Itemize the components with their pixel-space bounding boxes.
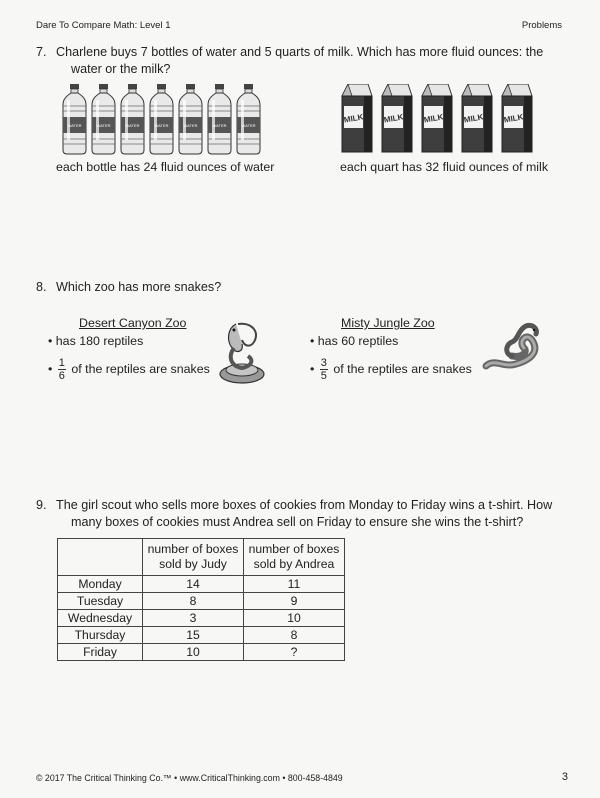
- page-number: 3: [561, 771, 568, 783]
- water-bottle-1: [63, 84, 86, 154]
- day-cell: Friday: [58, 644, 143, 661]
- svg-text:WATER: WATER: [125, 123, 140, 128]
- table-header-cell: number of boxes sold by Andrea: [244, 539, 345, 576]
- svg-text:MILK: MILK: [423, 112, 445, 125]
- svg-text:MILK: MILK: [503, 112, 525, 125]
- zoo1-fact2: • $\frac{1}{6}$ of the reptiles are snakes: [48, 357, 210, 382]
- day-cell: Tuesday: [58, 593, 143, 610]
- q7-text-line1: Charlene buys 7 bottles of water and 5 quarts of milk. Which has more fluid ounces: the: [56, 45, 544, 59]
- zoo2-fact1: • has 60 reptiles: [310, 334, 399, 348]
- judy-cell: 10: [143, 644, 244, 661]
- table-header-row: [58, 539, 345, 576]
- judy-cell: 8: [143, 593, 244, 610]
- water-bottles-illustration: [60, 84, 270, 156]
- q9-text-line1: The girl scout who sells more boxes of cookies from Monday to Friday wins a t-shirt. How: [56, 498, 553, 512]
- zoo1-title: Desert Canyon Zoo: [79, 316, 187, 330]
- svg-text:WATER: WATER: [241, 123, 256, 128]
- svg-text:WATER: WATER: [212, 123, 227, 128]
- q7-number: 7.: [36, 45, 47, 59]
- q9-text-line2: many boxes of cookies must Andrea sell on Friday to ensure she wins the t-shirt?: [71, 515, 524, 529]
- footer-copyright: © 2017 The Critical Thinking Co.™ • www.CriticalThinking.com • 800-458-4849: [36, 773, 343, 783]
- table-row: [58, 576, 345, 593]
- table-row: [58, 593, 345, 610]
- andrea-cell: 8: [244, 627, 345, 644]
- header-title: Dare To Compare Math: Level 1: [36, 20, 171, 31]
- judy-cell: 3: [143, 610, 244, 627]
- zoo2-title: Misty Jungle Zoo: [341, 316, 435, 330]
- zoo2-fact2: • $\frac{3}{5}$ of the reptiles are snakes: [310, 357, 472, 382]
- q8-number: 8.: [36, 280, 47, 294]
- andrea-cell: 9: [244, 593, 345, 610]
- svg-text:MILK: MILK: [343, 112, 365, 125]
- milk-cartons-illustration: [336, 84, 538, 156]
- cookie-sales-table: [57, 538, 345, 661]
- svg-text:WATER: WATER: [154, 123, 169, 128]
- zoo2-fraction: $\frac{3}{5}$: [320, 357, 327, 382]
- andrea-cell: 10: [244, 610, 345, 627]
- water-bottle-4: [150, 84, 173, 154]
- day-cell: Wednesday: [58, 610, 143, 627]
- header-section: Problems: [521, 20, 562, 31]
- carton-caption: each quart has 32 fluid ounces of milk: [340, 160, 549, 174]
- svg-text:MILK: MILK: [383, 112, 405, 125]
- water-bottle-3: [121, 84, 144, 154]
- q9-number: 9.: [36, 498, 47, 512]
- table-header-cell: number of boxes sold by Judy: [143, 539, 244, 576]
- andrea-cell: 11: [244, 576, 345, 593]
- water-bottle-5: [179, 84, 202, 154]
- q7-text-line2: water or the milk?: [71, 62, 171, 76]
- table-header-cell: [58, 539, 143, 576]
- svg-text:WATER: WATER: [96, 123, 111, 128]
- bottle-caption: each bottle has 24 fluid ounces of water: [56, 160, 275, 174]
- svg-text:MILK: MILK: [463, 112, 485, 125]
- cobra-snake-icon: [214, 318, 270, 386]
- water-bottle-6: [208, 84, 231, 154]
- andrea-cell: ?: [244, 644, 345, 661]
- day-cell: Thursday: [58, 627, 143, 644]
- svg-text:WATER: WATER: [183, 123, 198, 128]
- judy-cell: 14: [143, 576, 244, 593]
- coiled-snake-icon: [482, 318, 548, 376]
- table-row: [58, 610, 345, 627]
- svg-text:WATER: WATER: [67, 123, 82, 128]
- judy-cell: 15: [143, 627, 244, 644]
- day-cell: Monday: [58, 576, 143, 593]
- water-bottle-2: [92, 84, 115, 154]
- table-row: [58, 644, 345, 661]
- water-bottle-7: [237, 84, 260, 154]
- q8-text: Which zoo has more snakes?: [56, 280, 222, 294]
- zoo1-fact1: • has 180 reptiles: [48, 334, 144, 348]
- zoo1-fraction: $\frac{1}{6}$: [58, 357, 65, 382]
- table-row: [58, 627, 345, 644]
